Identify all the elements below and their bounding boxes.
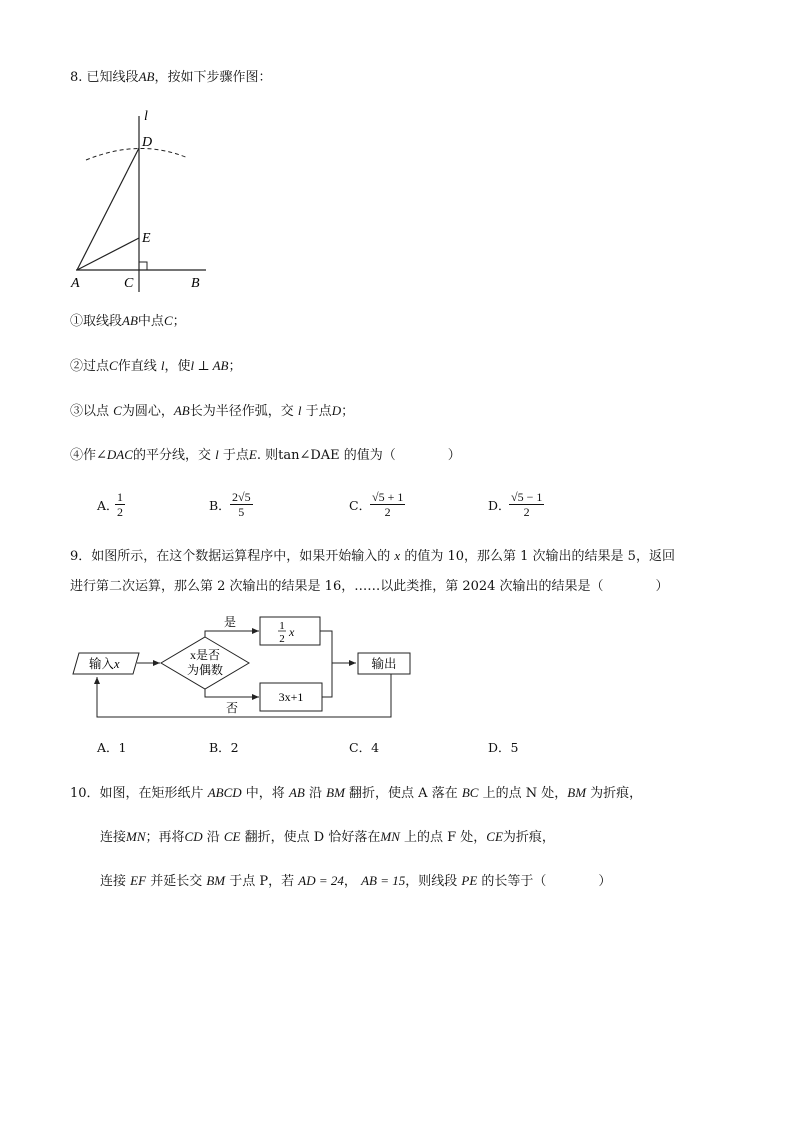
label-C: C xyxy=(124,276,134,291)
q8-step3: ③以点 C为圆心，AB长为半径作弧，交 l 于点D； xyxy=(70,403,355,419)
q8-option-b-label: B． xyxy=(209,498,231,513)
triple-label: 3x+1 xyxy=(278,690,304,704)
q8-option-d-fraction: √5 − 1 2 xyxy=(511,490,543,519)
q8-option-a-label: A． xyxy=(97,498,119,513)
q8-step2: ②过点C作直线 l，使l ⊥ AB； xyxy=(70,358,242,374)
condition-line1: x是否 xyxy=(189,648,221,662)
q10-line3: 连接 EF 并延长交 BM 于点 P，若 AD = 24， AB = 15，则线段 PE 的长等于（ ） xyxy=(100,873,612,889)
q8-option-d-label: D． xyxy=(488,498,511,513)
q8-step4: ④作∠DAC的平分线，交 l 于点E. 则tan∠DAE 的值为（ ） xyxy=(70,447,461,463)
q9-option-d: D．5 xyxy=(488,740,519,755)
q8-prompt: 8. 已知线段AB，按如下步骤作图： xyxy=(70,69,272,85)
label-l: l xyxy=(144,109,148,124)
condition-line2: 为偶数 xyxy=(186,663,224,677)
label-E: E xyxy=(142,231,151,246)
label-D: D xyxy=(142,135,153,150)
q9-option-a: A．1 xyxy=(97,740,127,755)
q8-option-c-label: C． xyxy=(349,498,372,513)
svg-text:x: x xyxy=(289,625,295,639)
q8-option-b-fraction: 2√5 5 xyxy=(232,490,251,519)
q9-option-c: C．4 xyxy=(349,740,380,755)
q10-line1: 10．如图，在矩形纸片 ABCD 中，将 AB 沿 BM 翻折，使点 A 落在 BC 上的点 N 处，BM 为折痕， xyxy=(70,785,643,801)
yes-label: 是 xyxy=(224,615,237,629)
q9-line2: 进行第二次运算，那么第 2 次输出的结果是 16，……以此类推，第 2024 次输出的结果是（ ） xyxy=(70,579,669,594)
output-label: 输出 xyxy=(371,657,397,671)
label-A: A xyxy=(71,276,80,291)
input-label: 输入x xyxy=(89,657,120,671)
label-B: B xyxy=(191,276,200,291)
q9-option-b: B．2 xyxy=(209,740,239,755)
no-label: 否 xyxy=(226,701,239,715)
q10-line2: 连接MN；再将CD 沿 CE 翻折，使点 D 恰好落在MN 上的点 F 处，CE为折痕， xyxy=(100,829,555,845)
q9-line1: 9．如图所示，在这个数据运算程序中，如果开始输入的 x 的值为 10，那么第 1 次输出的结果是 5，返回 xyxy=(70,548,675,564)
q8-option-c-fraction: √5 + 1 2 xyxy=(372,490,404,519)
svg-text:1: 1 xyxy=(279,620,285,632)
q8-option-a-fraction: 1 2 xyxy=(117,490,123,519)
q8-step1: ①取线段AB中点C； xyxy=(70,313,186,329)
svg-text:2: 2 xyxy=(279,633,285,645)
